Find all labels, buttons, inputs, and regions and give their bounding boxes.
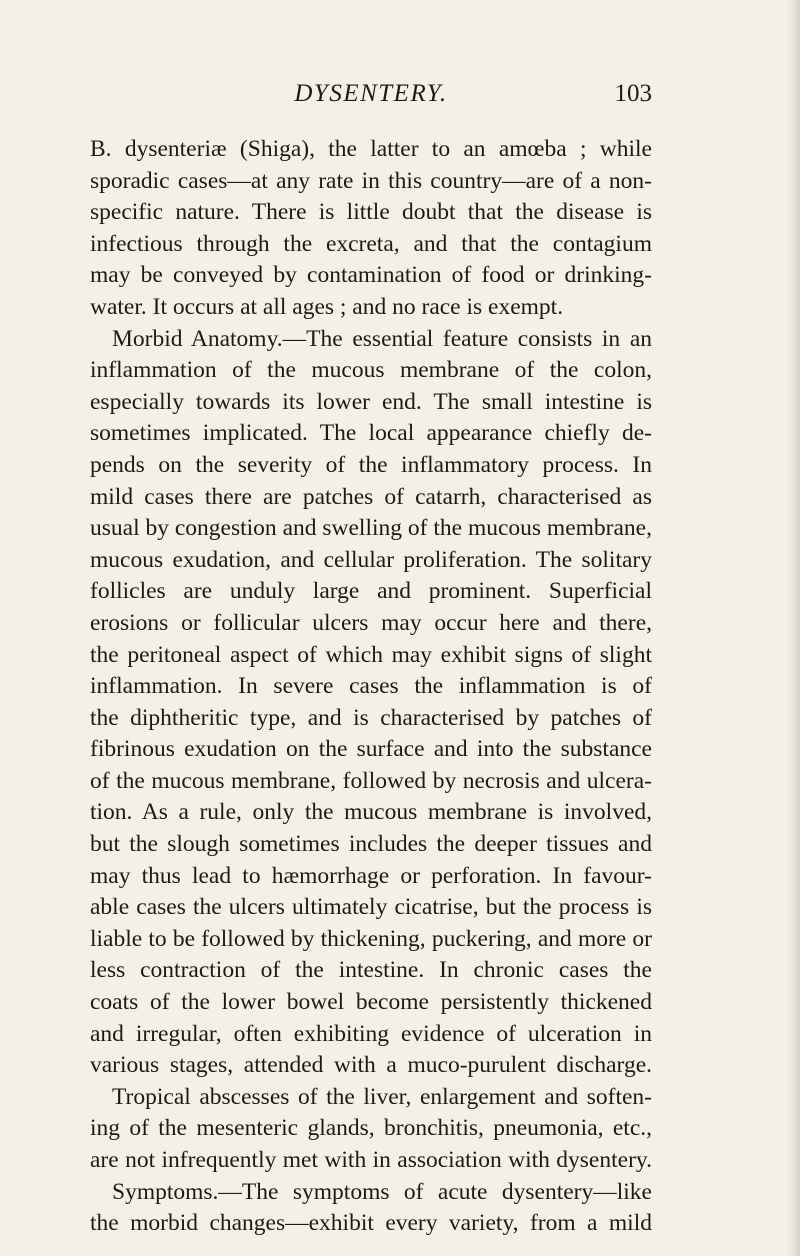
text-line: mild cases there are patches of catarrh, characterised as xyxy=(90,483,652,510)
page-edge-shadow xyxy=(786,0,800,1256)
text-line: are not infrequently met with in association with dysentery. xyxy=(90,1147,652,1173)
text-line: inflammation. In severe cases the inflammation is of xyxy=(90,673,652,700)
section-heading-line: Morbid Anatomy.—The essential feature consists in an xyxy=(112,325,652,352)
text-line: sporadic cases—at any rate in this country—are of a non- xyxy=(90,167,652,194)
text-line: and irregular, often exhibiting evidence of ulceration in xyxy=(90,1020,652,1047)
text-line: ing of the mesenteric glands, bronchitis, pneumonia, etc., xyxy=(90,1115,652,1142)
text-line: pends on the severity of the inflammatory process. In xyxy=(90,451,652,478)
text-line: the diphtheritic type, and is characterised by patches of xyxy=(90,704,652,731)
text-line: less contraction of the intestine. In chronic cases the xyxy=(90,957,652,984)
text-line: usual by congestion and swelling of the mucous membrane, xyxy=(90,515,652,542)
text-line: the peritoneal aspect of which may exhibit signs of slight xyxy=(90,641,652,668)
text-line: sometimes implicated. The local appearance chiefly de- xyxy=(90,420,652,447)
text-line: of the mucous membrane, followed by necrosis and ulcera- xyxy=(90,767,652,794)
text-line: erosions or follicular ulcers may occur here and there, xyxy=(90,609,652,636)
text-line: follicles are unduly large and prominent. Superficial xyxy=(90,578,652,605)
text-line: inflammation of the mucous membrane of the colon, xyxy=(90,357,652,384)
text-line: fibrinous exudation on the surface and into the substance xyxy=(90,736,652,763)
text-line: various stages, attended with a muco-purulent discharge. xyxy=(90,1052,652,1079)
text-line: especially towards its lower end. The small intestine is xyxy=(90,388,652,415)
text-line: Tropical abscesses of the liver, enlargement and soften- xyxy=(112,1083,652,1110)
text-line: may be conveyed by contamination of food or drinking- xyxy=(90,262,652,289)
text-line: the morbid changes—exhibit every variety, from a mild xyxy=(90,1210,652,1237)
running-title: DYSENTERY. xyxy=(294,80,448,107)
page-header xyxy=(90,80,652,114)
text-line: may thus lead to hæmorrhage or perforation. In favour- xyxy=(90,862,652,889)
text-line: tion. As a rule, only the mucous membrane is involved, xyxy=(90,799,652,826)
page-number: 103 xyxy=(614,80,652,107)
text-line: specific nature. There is little doubt that the disease is xyxy=(90,199,652,226)
section-heading-line: Symptoms.—The symptoms of acute dysentery—like xyxy=(112,1178,652,1205)
text-line: mucous exudation, and cellular proliferation. The solitary xyxy=(90,546,652,573)
text-line: B. dysenteriæ (Shiga), the latter to an amœba ; while xyxy=(90,136,652,162)
text-line: coats of the lower bowel become persistently thickened xyxy=(90,989,652,1016)
body-text xyxy=(90,134,652,1240)
text-line: water. It occurs at all ages ; and no race is exempt. xyxy=(90,293,564,320)
text-line: able cases the ulcers ultimately cicatrise, but the process is xyxy=(90,894,652,921)
text-line: liable to be followed by thickening, puckering, and more or xyxy=(90,925,652,952)
text-line: but the slough sometimes includes the deeper tissues and xyxy=(90,831,652,858)
text-line: infectious through the excreta, and that the contagium xyxy=(90,230,652,257)
